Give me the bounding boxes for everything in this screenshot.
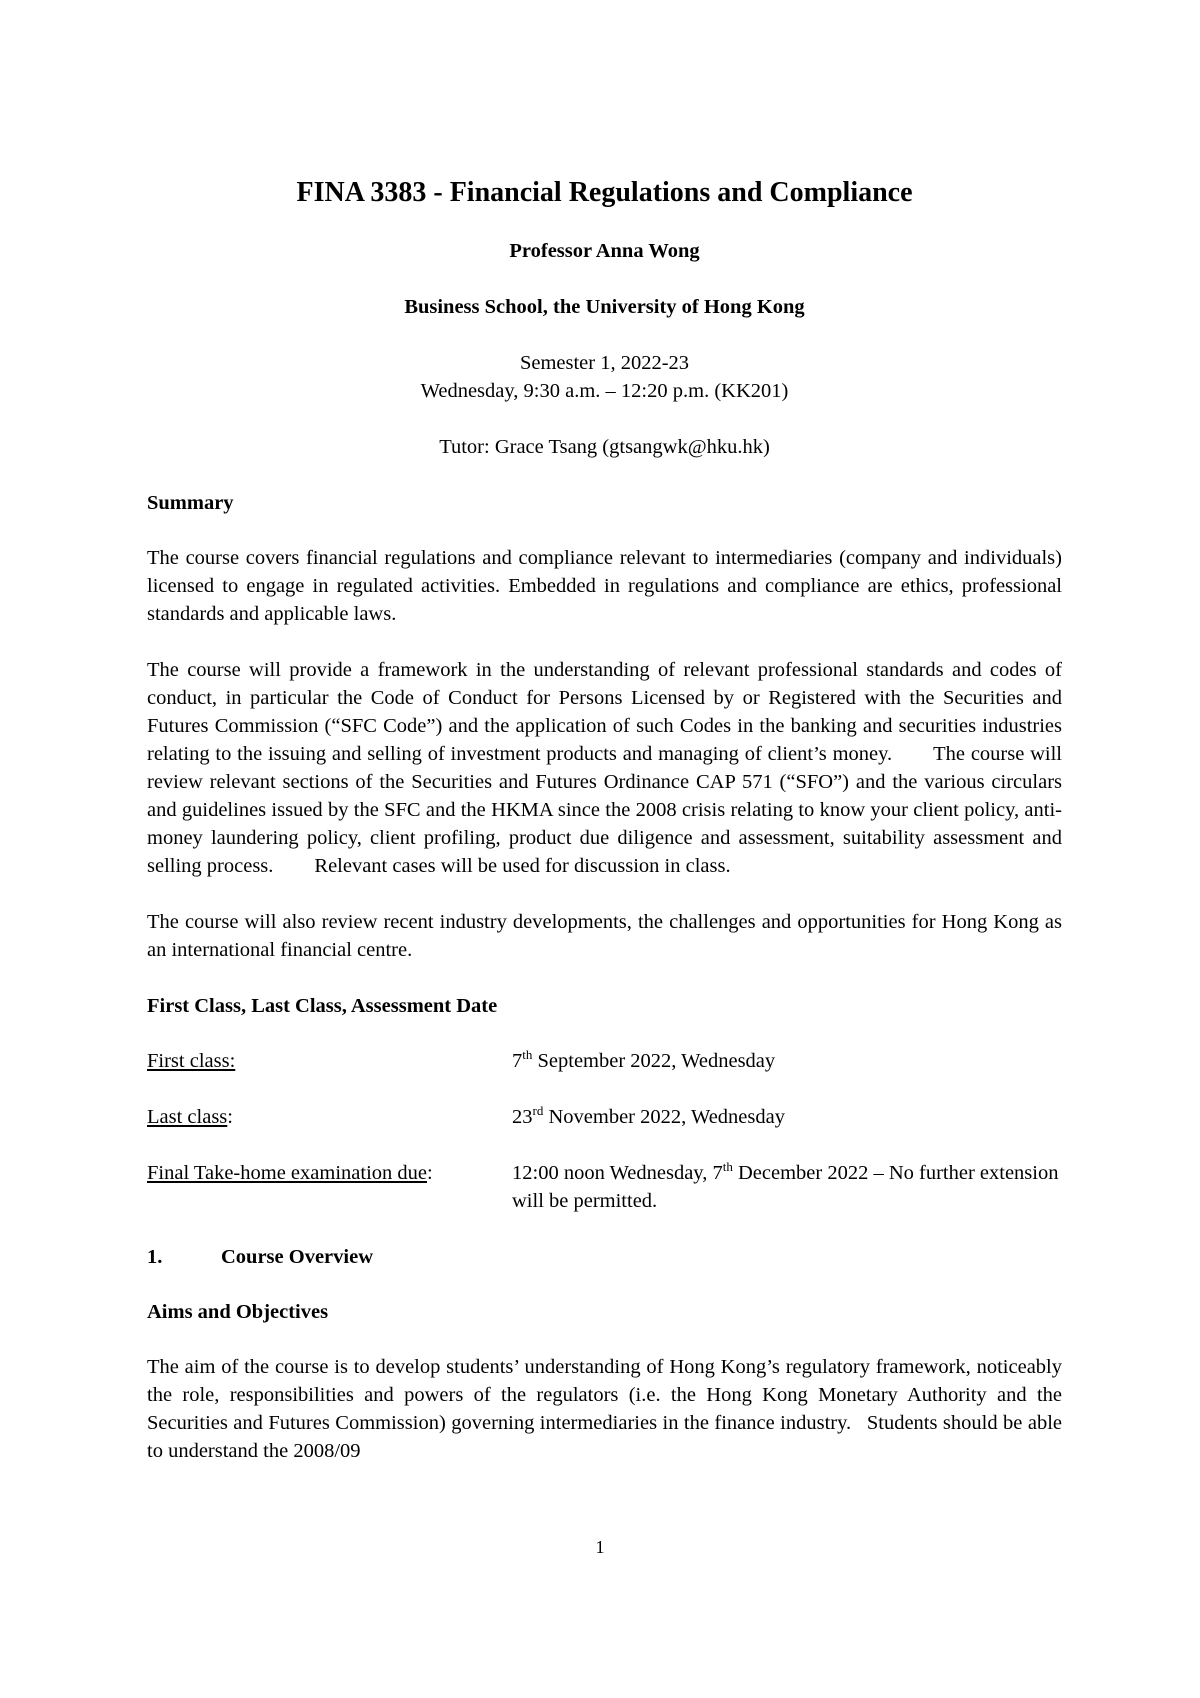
school-name: Business School, the University of Hong Kong [404, 296, 805, 318]
summary-paragraph-2: The course will provide a framework in the understanding of relevant professional standards and codes of conduct, in particular the Code of Conduct for Persons Licensed by or Registered with the Securities and Futures Commission (“SFC Code”) and the application of such Codes in the banking and securities industries relating to the issuing and selling of investment products and managing of client’s money. The course will review relevant sections of the Securities and Futures Ordinance CAP 571 (“SFO”) and the various circulars and guidelines issued by the SFC and the HKMA since the 2008 crisis relating to know your client policy, anti-money laundering policy, client profiling, product due diligence and assessment, suitability assessment and selling process. Relevant cases will be used for discussion in class. [147, 659, 1062, 877]
final-exam-row [147, 1159, 1062, 1215]
tutor-info: Tutor: Grace Tsang (gtsangwk@hku.hk) [439, 436, 770, 458]
semester: Semester 1, 2022-23 [519, 352, 690, 374]
aims-paragraph: The aim of the course is to develop students’ understanding of Hong Kong’s regulatory framework, noticeably the role, responsibilities and powers of the regulators (i.e. the Hong Kong Monetary Authority and the Securities and Futures Commission) governing intermediaries in the finance industry. Students should be able to understand the 2008/09 [147, 1356, 1062, 1462]
first-class-date: 7th September 2022, Wednesday [512, 1047, 776, 1072]
final-exam-date: 12:00 noon Wednesday, 7th December 2022 – No further extension will be permitted. [512, 1159, 1059, 1212]
dates-heading: First Class, Last Class, Assessment Date [147, 995, 498, 1017]
summary-paragraph-1: The course covers financial regulations and compliance relevant to intermediaries (company and individuals) licensed to engage in regulated activities. Embedded in regulations and compliance are ethics, professional standards and applicable laws. [147, 547, 1062, 625]
summary-paragraph-3: The course will also review recent industry developments, the challenges and opportunities for Hong Kong as an international financial centre. [147, 911, 1062, 961]
page-content [147, 175, 1062, 1465]
last-class-date: 23rd November 2022, Wednesday [512, 1103, 785, 1128]
professor-name: Professor Anna Wong [509, 240, 700, 262]
first-class-row [147, 1047, 1062, 1075]
section-heading: Course Overview [221, 1246, 373, 1268]
first-class-label: First class: [147, 1050, 236, 1072]
last-class-label: Last class: [147, 1106, 233, 1128]
course-title: FINA 3383 - Financial Regulations and Compliance [296, 177, 913, 208]
final-exam-label: Final Take-home examination due: [147, 1162, 433, 1184]
aims-heading: Aims and Objectives [147, 1301, 329, 1323]
summary-heading: Summary [147, 492, 234, 514]
page-number: 1 [595, 1537, 605, 1557]
section-course-overview [147, 1243, 1062, 1271]
class-schedule: Wednesday, 9:30 a.m. – 12:20 p.m. (KK201) [420, 380, 789, 402]
last-class-row [147, 1103, 1062, 1131]
section-number: 1. [147, 1246, 163, 1268]
